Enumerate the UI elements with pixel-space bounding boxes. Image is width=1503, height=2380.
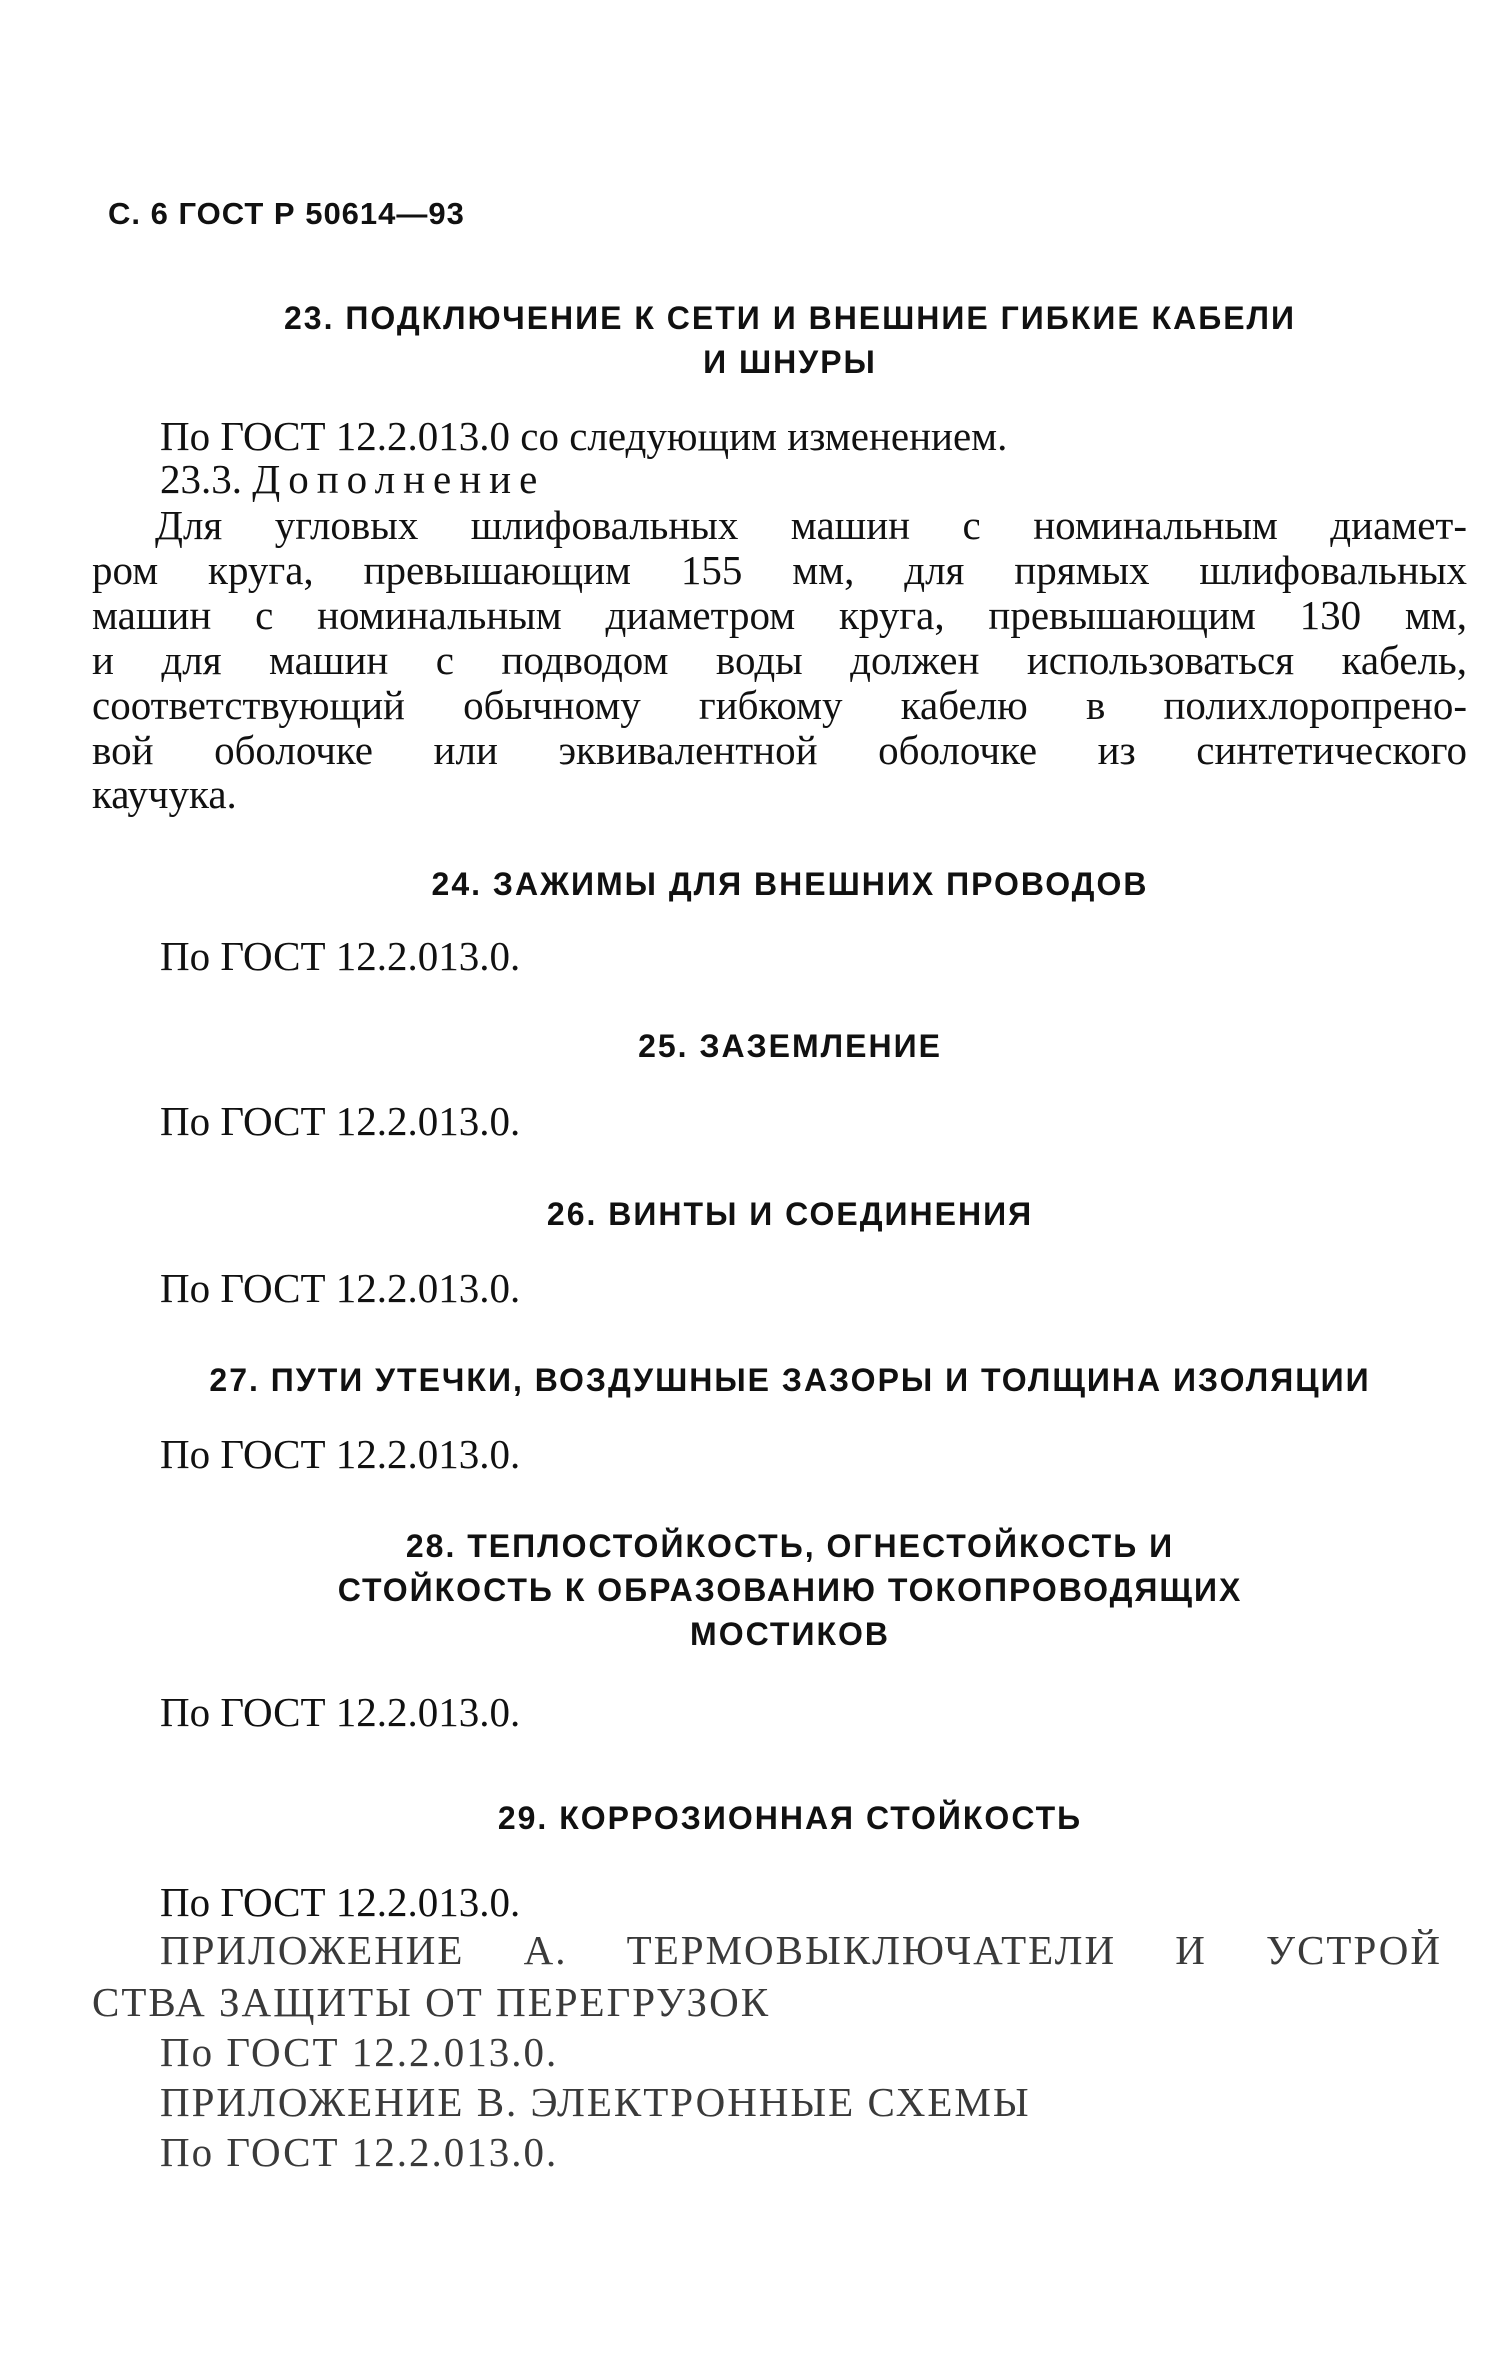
section-25-heading [100,1024,1480,1068]
section-23-intro: По ГОСТ 12.2.013.0 со следующим изменением. [160,413,1008,459]
appendix-a-title-line-2: СТВА ЗАЩИТЫ ОТ ПЕРЕГРУЗОК [92,1979,771,2025]
section-23-heading [100,296,1480,384]
clause-23-3 [160,455,545,503]
appendix-b-title: ПРИЛОЖЕНИЕ В. ЭЛЕКТРОННЫЕ СХЕМЫ [160,2079,1031,2125]
section-27-heading [100,1358,1480,1402]
section-23-heading-line-2: И ШНУРЫ [703,344,877,380]
section-25-heading-text: 25. ЗАЗЕМЛЕНИЕ [638,1028,942,1064]
section-28-heading [100,1524,1480,1656]
section-23-body-line-5: соответствующий обычному гибкому кабелю в полихлоропрено- [92,682,1467,728]
section-28-heading-line-3: МОСТИКОВ [690,1616,890,1652]
section-23-body-line-4: и для машин с подводом воды должен использоваться кабель, [92,637,1467,683]
section-24-heading [100,862,1480,906]
section-24-text: По ГОСТ 12.2.013.0. [160,933,521,979]
section-23-body-line-7: каучука. [92,771,237,817]
section-27-text: По ГОСТ 12.2.013.0. [160,1431,521,1477]
clause-title: Дополнение [252,456,546,502]
section-27-heading-text: 27. ПУТИ УТЕЧКИ, ВОЗДУШНЫЕ ЗАЗОРЫ И ТОЛЩИНА ИЗОЛЯЦИИ [209,1362,1371,1398]
section-29-heading [100,1796,1480,1840]
section-23-body-line-1: Для угловых шлифовальных машин с номинальным диамет- [155,502,1467,548]
page-header: С. 6 ГОСТ Р 50614—93 [108,196,465,231]
section-29-heading-text: 29. КОРРОЗИОННАЯ СТОЙКОСТЬ [497,1800,1083,1836]
clause-number: 23.3. [160,456,242,502]
section-26-heading [100,1192,1480,1236]
section-23-heading-line-1: 23. ПОДКЛЮЧЕНИЕ К СЕТИ И ВНЕШНИЕ ГИБКИЕ КАБЕЛИ [284,300,1296,336]
section-28-heading-line-2: СТОЙКОСТЬ К ОБРАЗОВАНИЮ ТОКОПРОВОДЯЩИХ [337,1572,1243,1608]
section-24-heading-text: 24. ЗАЖИМЫ ДЛЯ ВНЕШНИХ ПРОВОДОВ [431,866,1149,902]
section-23-body-line-6: вой оболочке или эквивалентной оболочке из синтетического [92,727,1467,773]
section-23-body-line-3: машин с номинальным диаметром круга, превышающим 130 мм, [92,592,1467,638]
section-23-body-line-2: ром круга, превышающим 155 мм, для прямых шлифовальных [92,547,1467,593]
appendix-b-text: По ГОСТ 12.2.013.0. [160,2129,559,2175]
section-29-text: По ГОСТ 12.2.013.0. [160,1879,521,1925]
section-25-text: По ГОСТ 12.2.013.0. [160,1098,521,1144]
appendix-a-title-line-1: ПРИЛОЖЕНИЕ А. ТЕРМОВЫКЛЮЧАТЕЛИ И УСТРОЙ [160,1927,1442,1973]
section-28-heading-line-1: 28. ТЕПЛОСТОЙКОСТЬ, ОГНЕСТОЙКОСТЬ И [405,1528,1175,1564]
section-26-heading-text: 26. ВИНТЫ И СОЕДИНЕНИЯ [546,1196,1034,1232]
section-28-text: По ГОСТ 12.2.013.0. [160,1689,521,1735]
appendix-a-text: По ГОСТ 12.2.013.0. [160,2029,559,2075]
section-26-text: По ГОСТ 12.2.013.0. [160,1265,521,1311]
